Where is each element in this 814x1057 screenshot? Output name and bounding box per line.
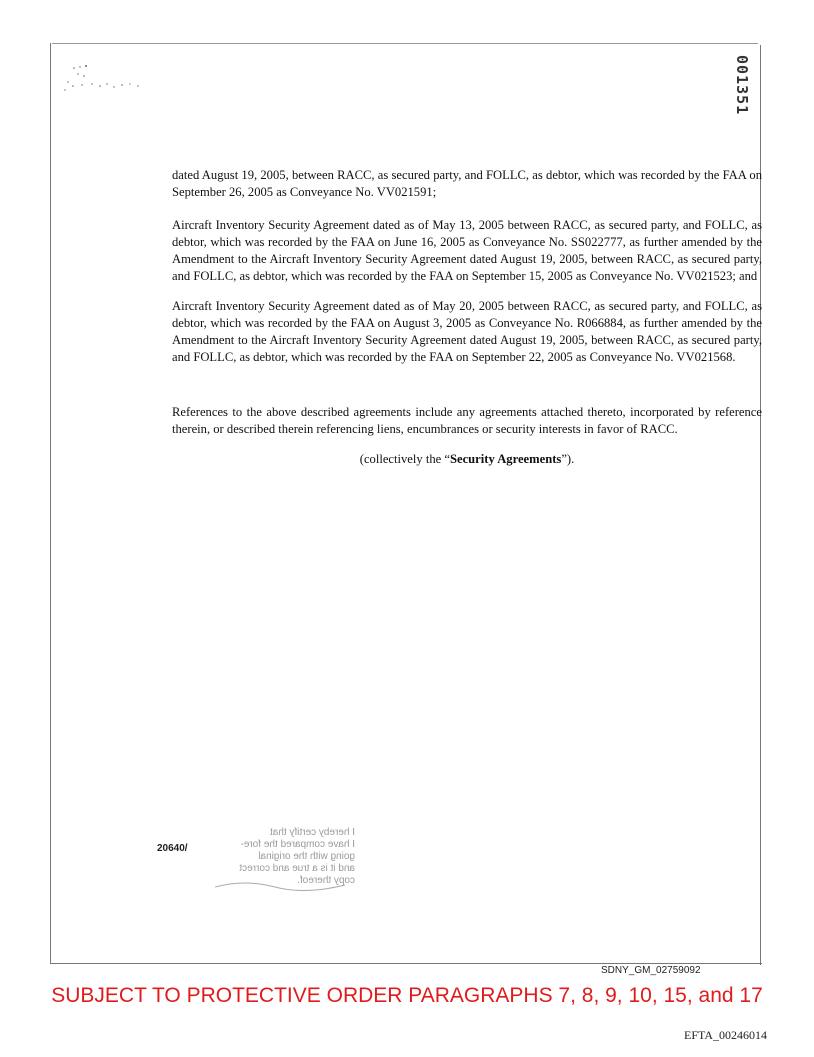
defined-term: Security Agreements — [449, 452, 562, 466]
paragraph-3: Aircraft Inventory Security Agreement dated as of May 20, 2005 between RACC, as secured party, and FOLLC, as debtor, which was recorded by the FAA on August 3, 2005 as Conveyance No. R066884, as further amended by the Amendment to the Aircraft Inventory Security Agreement dated August 19, 2005, between RACC, as secured party, and FOLLC, as debtor, which was recorded by the FAA on September 22, 2005 as Conveyance No. VV021568. — [172, 299, 762, 364]
collective-suffix: ”). — [561, 452, 575, 466]
references-paragraph: References to the above described agreements include any agreements attached thereto, incorporated by reference therein, or described therein referencing liens, encumbrances or security interests in favor of RACC. — [172, 405, 762, 436]
collective-prefix: (collectively the “ — [359, 452, 450, 466]
scan-noise — [62, 60, 212, 110]
cert-stamp-line-5: copy thereof. — [297, 875, 355, 886]
cert-stamp-line-3: going with the original — [258, 851, 355, 862]
efta-number: EFTA_00246014 — [684, 1028, 768, 1042]
page-border-top — [52, 43, 758, 44]
cert-stamp-line-1: I hereby certify that — [269, 827, 355, 838]
cert-stamp-line-4: and it is a true and correct — [239, 863, 355, 874]
certificate-number: 20640/ — [157, 843, 188, 854]
document-body — [172, 167, 762, 481]
handwritten-page-number: 001351 — [733, 55, 751, 116]
collective-definition — [172, 451, 762, 468]
cert-stamp-line-2: I have compared the fore- — [240, 839, 355, 850]
paragraph-2: Aircraft Inventory Security Agreement dated as of May 13, 2005 between RACC, as secured party, and FOLLC, as debtor, which was recorded by the FAA on June 16, 2005 as Conveyance No. SS022777, as further amended by the Amendment to the Aircraft Inventory Security Agreement dated August 19, 2005, between RACC, as secured party, and FOLLC, as debtor, which was recorded by the FAA on September 15, 2005 as Conveyance No. VV021523; and — [172, 218, 762, 283]
certification-stamp — [215, 775, 495, 895]
protective-order-notice: SUBJECT TO PROTECTIVE ORDER PARAGRAPHS 7, 8, 9, 10, 15, and 17 — [51, 984, 763, 1007]
paragraph-1: dated August 19, 2005, between RACC, as secured party, and FOLLC, as debtor, which was recorded by the FAA on September 26, 2005 as Conveyance No. VV021591; — [172, 168, 762, 199]
bates-number: SDNY_GM_02759092 — [601, 965, 701, 976]
page-border-left — [50, 43, 51, 963]
page-border-bottom — [50, 963, 762, 964]
